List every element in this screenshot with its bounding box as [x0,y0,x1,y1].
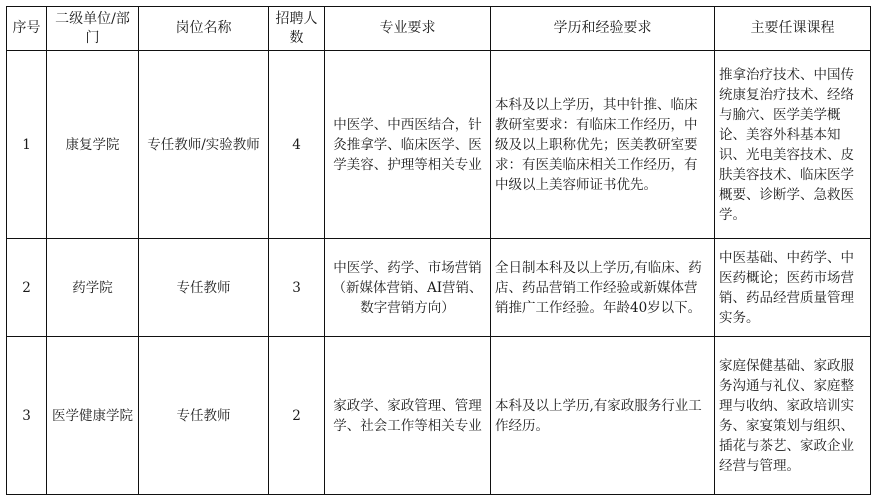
cell-unit: 药学院 [47,239,139,337]
header-count: 招聘人数 [269,7,325,51]
table-row [7,51,871,239]
cell-major: 中医学、中西医结合，针灸推拿学、临床医学、医学美容、护理等相关专业 [325,51,491,239]
cell-seq: 1 [7,51,47,239]
cell-count: 3 [269,239,325,337]
cell-courses: 推拿治疗技术、中国传统康复治疗技术、经络与腧穴、医学美学概论、美容外科基本知识、光电美容技术、皮肤美容技术、临床医学概要、诊断学、急救医学。 [715,51,871,239]
header-row [7,7,871,51]
cell-seq: 3 [7,337,47,495]
header-position: 岗位名称 [139,7,269,51]
table-row [7,337,871,495]
cell-count: 4 [269,51,325,239]
cell-unit: 医学健康学院 [47,337,139,495]
cell-count: 2 [269,337,325,495]
header-unit: 二级单位/部门 [47,7,139,51]
table-row [7,239,871,337]
header-education: 学历和经验要求 [491,7,715,51]
recruitment-table [6,6,871,495]
cell-major: 家政学、家政管理、管理学、社会工作等相关专业 [325,337,491,495]
cell-courses: 中医基础、中药学、中医药概论；医药市场营销、药品经营质量管理实务。 [715,239,871,337]
cell-seq: 2 [7,239,47,337]
cell-education: 全日制本科及以上学历,有临床、药店、药品营销工作经验或新媒体营销推广工作经验。年龄40岁以下。 [491,239,715,337]
cell-education: 本科及以上学历，其中针推、临床教研室要求：有临床工作经历，中级及以上职称优先；医美教研室要求：有医美临床相关工作经历，有中级以上美容师证书优先。 [491,51,715,239]
cell-major: 中医学、药学、市场营销（新媒体营销、AI营销、数字营销方向） [325,239,491,337]
cell-position: 专任教师 [139,239,269,337]
cell-position: 专任教师 [139,337,269,495]
header-courses: 主要任课课程 [715,7,871,51]
cell-education: 本科及以上学历,有家政服务行业工作经历。 [491,337,715,495]
header-seq: 序号 [7,7,47,51]
cell-position: 专任教师/实验教师 [139,51,269,239]
cell-unit: 康复学院 [47,51,139,239]
header-major: 专业要求 [325,7,491,51]
cell-courses: 家庭保健基础、家政服务沟通与礼仪、家庭整理与收纳、家政培训实务、家宴策划与组织、插花与茶艺、家政企业经营与管理。 [715,337,871,495]
